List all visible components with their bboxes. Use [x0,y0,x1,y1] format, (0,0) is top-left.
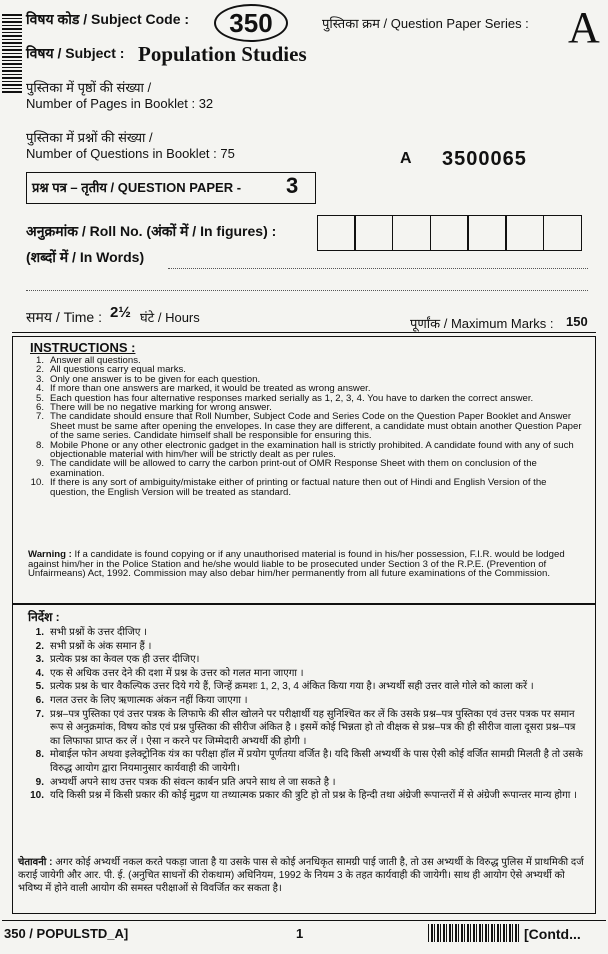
barcode-graphic [2,14,22,94]
roll-words-line[interactable] [168,268,588,269]
time-value: 2½ [110,304,131,321]
instruction-item [22,441,588,460]
hindi-instruction-item [22,708,588,749]
instruction-number: 5. [35,681,44,693]
roll-digit-box[interactable] [317,215,356,251]
max-marks-value: 150 [566,314,588,329]
instruction-text: प्रश्न–पत्र पुस्तिका एवं उत्तर पत्रक के लिफाफे की सील खोलने पर परीक्षार्थी यह सुनिश्चित कर लें कि उसके प्रश्न–पत्र पुस्तिका एवं उत्तर पत्रक पर समान रूप से अनुक्रमांक, विषय कोड एवं प्रश्न पुस्तिका की सीरीज अंकित है । इसमें कोई भिन्नता हो तो वीक्षक से प्रश्न–पत्र की ही सीरीज वाला दूसरा प्रश्न–पत्र का लिफाफा प्राप्त कर लें । ऐसा न करने पर जिम्मेदारी अभ्यर्थी की होगी । [50,708,576,747]
hindi-instruction-item [22,626,588,640]
instruction-text: एक से अधिक उत्तर देने की दशा में प्रश्न के उत्तर को गलत माना जाएगा । [50,667,304,679]
time-unit: घंटे / Hours [140,310,200,325]
roll-digit-box[interactable] [430,215,469,251]
booklet-number: 3500065 [442,148,527,170]
roll-words-label: (शब्दों में / In Words) [26,249,145,265]
instruction-item [22,478,588,497]
question-paper-number: 3 [286,173,299,198]
instruction-number: 3. [35,654,44,666]
instruction-number: 7. [35,708,44,720]
warning-label: Warning : [28,549,72,560]
instruction-number: 6. [35,694,44,706]
instruction-text: There will be no negative marking for wrong answer. [50,402,272,414]
instruction-item [22,412,588,440]
questions-label-hindi: पुस्तिका में प्रश्नों की संख्या / [26,130,153,145]
instructions-title: INSTRUCTIONS : [30,340,136,355]
instruction-number: 7. [35,411,44,423]
warning-paragraph [28,550,588,579]
instruction-text: सभी प्रश्नों के उत्तर दीजिए । [50,627,148,638]
hindi-instruction-item [22,653,588,667]
instruction-number: 9. [35,776,44,788]
subject-name: Population Studies [138,42,307,66]
roll-words-line-2[interactable] [26,290,588,291]
divider [12,332,596,333]
instruction-number: 8. [35,749,44,761]
instruction-number: 10. [30,790,44,802]
instruction-text: Each question has four alternative responses marked serially as 1, 2, 3, 4. You have to darken the correct answer. [50,392,534,404]
instruction-number: 4. [35,383,44,395]
continued-label: [Contd... [524,926,581,942]
instruction-number: 1. [35,355,44,366]
hindi-instruction-item [22,776,588,790]
warning-text: If a candidate is found copying or if any unauthorised material is found in his/her possession, F.I.R. would be lodged against him/her in the Police Station and he/she would liable to be prosecuted under Section 3 of the R.P.E. (Prevention of Unfairmeans) Act, 1992. Commission may also debar him/her permanently from all future examinations of the Commission. [28,549,565,580]
footer-divider [2,920,606,921]
hindi-instruction-item [22,694,588,708]
instruction-number: 3. [35,373,44,385]
instruction-text: If there is any sort of ambiguity/mistake either of printing or factual nature then out of Hindi and English Version of the question, the English Version will be treated as standard. [50,477,547,498]
instruction-text: सभी प्रश्नों के अंक समान हैं । [50,640,152,652]
hindi-instruction-item [22,667,588,681]
barcode-graphic [428,924,520,942]
instruction-number: 1. [35,627,44,638]
hindi-instruction-item [22,748,588,775]
instruction-text: Mobile Phone or any other electronic gadget in the examination hall is strictly prohibited. A candidate found with any of such objectionable material with him/her will be strictly dealt as per rules. [50,439,574,461]
pages-label: Number of Pages in Booklet : 32 [26,96,214,111]
hindi-warning-text: अगर कोई अभ्यर्थी नकल करते पकड़ा जाता है या उसके पास से कोई अनधिकृत सामग्री पाई जाती है, तो उस अभ्यर्थी के विरुद्ध पुलिस में प्राथमिकी दर्ज कराई जायेगी और आर. पी. ई. (अनुचित साधनों की रोकथाम) अधिनियम, 1992 के नियम 3 के तहत कार्यवाही की जायेगी। साथ ही आयोग ऐसे अभ्यर्थी को भविष्य में होने वाली आयोग की समस्त परीक्षाओं से विवर्जित कर सकता है। [18,857,584,894]
instruction-number: 2. [35,364,44,376]
instruction-number: 2. [35,640,44,652]
series-value: A [568,3,600,52]
instruction-number: 9. [35,458,44,470]
hindi-instruction-item [22,680,588,694]
instruction-text: If more than one answers are marked, it would be treated as wrong answer. [50,383,371,395]
instructions-list [22,356,588,497]
subject-code: 350 [214,4,288,42]
instruction-number: 10. [30,477,44,489]
instruction-text: गलत उत्तर के लिए ऋणात्मक अंकन नहीं किया जाएगा । [50,694,248,706]
max-marks-label: पूर्णांक / Maximum Marks : [410,316,554,331]
instruction-number: 4. [35,667,44,679]
roll-digit-box[interactable] [354,215,393,251]
booklet-series: A [400,150,412,167]
roll-digit-box[interactable] [543,215,582,251]
hindi-instruction-item [22,640,588,654]
instruction-text: The candidate will be allowed to carry the carbon print-out of OMR Response Sheet with them on conclusion of the examination. [50,458,537,479]
roll-digit-box[interactable] [467,215,506,251]
roll-number-boxes[interactable] [318,215,582,251]
page-number: 1 [296,926,304,941]
subject-code-label: विषय कोड / Subject Code : [26,11,190,27]
footer-code: 350 / POPULSTD_A] [4,926,129,941]
series-label: पुस्तिका क्रम / Question Paper Series : [322,16,529,31]
instruction-text: मोबाईल फोन अथवा इलेक्ट्रोनिक यंत्र का परीक्षा हॉल में प्रयोग पूर्णतया वर्जित है। यदि किसी अभ्यर्थी के पास ऐसी कोई वर्जित सामग्री मिलती है तो उसके विरुद्ध आयोग द्वारा नियमानुसार कार्यवाही की जायेगी। [50,749,583,774]
pages-label-hindi: पुस्तिका में पृष्ठों की संख्या / [26,80,152,95]
instruction-text: Only one answer is to be given for each question. [50,373,261,385]
instruction-number: 8. [35,439,44,451]
hindi-instructions-title: निर्देश : [28,610,60,624]
roll-digit-box[interactable] [392,215,431,251]
time-label: समय / Time : [26,309,102,325]
hindi-instruction-item [22,789,588,803]
instruction-text: यदि किसी प्रश्न में किसी प्रकार की कोई मुद्रण या तथ्यात्मक प्रकार की त्रुटि हो तो प्रश्न के हिन्दी तथा अंग्रेजी रूपान्तरों में से अंग्रेजी रूपान्तर मान्य होगा । [50,790,577,802]
instruction-number: 5. [35,392,44,404]
roll-number-label: अनुक्रमांक / Roll No. (अंकों में / In figures) : [26,223,277,239]
questions-label: Number of Questions in Booklet : 75 [26,146,235,161]
instruction-text: Answer all questions. [50,355,141,366]
instruction-text: प्रत्येक प्रश्न के चार वैकल्पिक उत्तर दिये गये हैं, जिन्हें क्रमशः 1, 2, 3, 4 अंकित किया गया है। अभ्यर्थी सही उत्तर वाले गोले को काला करें । [50,681,534,693]
instruction-number: 6. [35,402,44,414]
instruction-text: All questions carry equal marks. [50,364,186,376]
instruction-text: The candidate should ensure that Roll Number, Subject Code and Series Code on the Question Paper Booklet and Answer Sheet must be same after opening the envelopes. In case they are different, a candidate must obtain another Question Paper of the same series. Candidate himself shall be responsible for ensuring this. [50,411,582,442]
roll-digit-box[interactable] [505,215,544,251]
hindi-warning-paragraph [18,856,590,895]
subject-label: विषय / Subject : [26,45,125,61]
hindi-instructions-list [22,626,588,803]
instruction-text: प्रत्येक प्रश्न का केवल एक ही उत्तर दीजिए। [50,654,200,666]
instruction-text: अभ्यर्थी अपने साथ उत्तर पत्रक की संवत्न कार्बन प्रति अपने साथ ले जा सकते है । [50,776,336,788]
hindi-warning-label: चेतावनी : [18,857,53,868]
instruction-item [22,459,588,478]
question-paper-label: प्रश्न पत्र – तृतीय / QUESTION PAPER - [32,180,242,195]
